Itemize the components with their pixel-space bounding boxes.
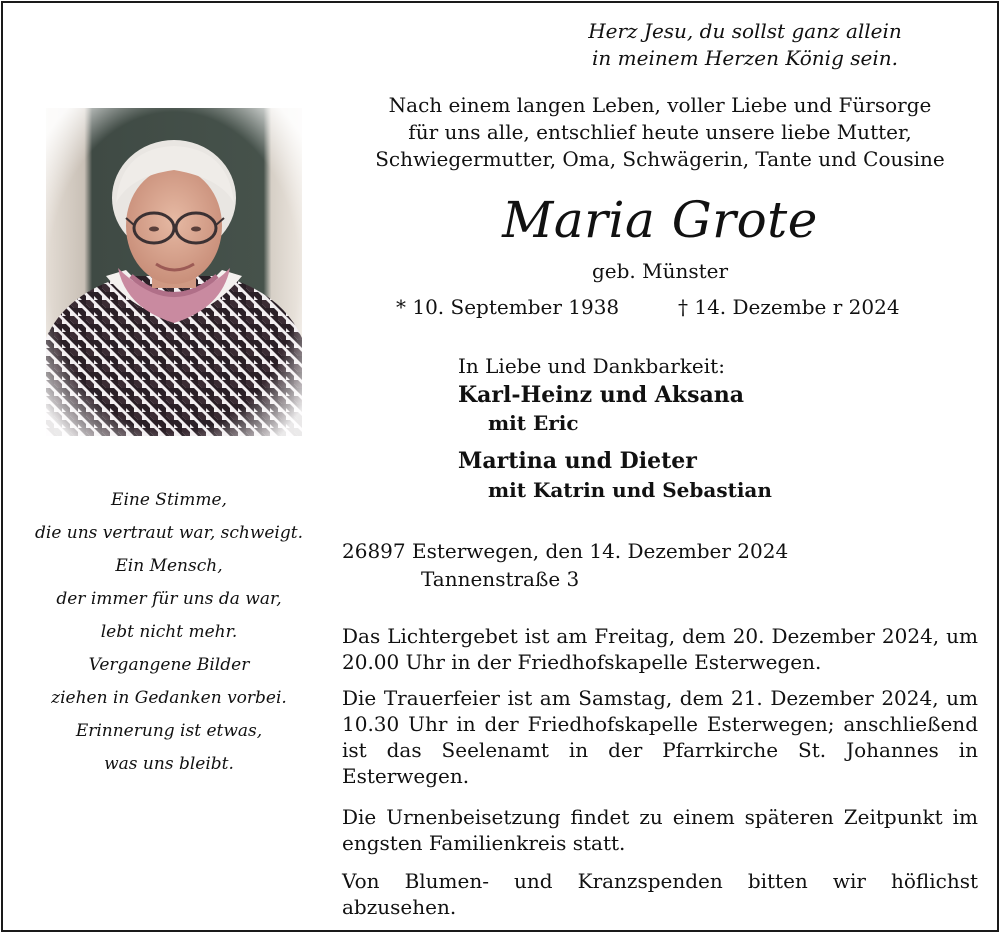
intro-line: Nach einem langen Leben, voller Liebe und Fürsorge — [388, 93, 932, 117]
poem-line: Ein Mensch, — [115, 556, 223, 576]
funeral-notice: Die Trauerfeier ist am Samstag, dem 21. Dezember 2024, um 10.30 Uhr in der Friedhofskapelle Esterwegen; anschließend ist das Seelenamt in der Pfarrkirche St. Johannes in Esterwegen. — [342, 686, 978, 788]
mourner-family: Martina und Dieter — [458, 448, 697, 474]
burial-notice: Die Urnenbeisetzung findet zu einem späteren Zeitpunkt im engsten Familienkreis statt. — [342, 805, 978, 855]
poem-line: Vergangene Bilder — [88, 655, 250, 675]
poem-line: die uns vertraut war, schweigt. — [35, 523, 303, 543]
poem-line: lebt nicht mehr. — [100, 622, 238, 642]
intro-line: für uns alle, entschlief heute unsere liebe Mutter, — [408, 120, 912, 144]
mourner-family-sub: mit Eric — [488, 411, 579, 435]
intro-line: Schwiegermutter, Oma, Schwägerin, Tante und Cousine — [375, 147, 945, 171]
motto-line: in meinem Herzen König sein. — [592, 46, 898, 70]
mourner-family: Karl-Heinz und Aksana — [458, 382, 744, 408]
intro-text — [330, 92, 990, 173]
motto-line: Herz Jesu, du sollst ganz allein — [588, 19, 902, 43]
maiden-name: geb. Münster — [591, 259, 729, 283]
address-line: 26897 Esterwegen, den 14. Dezember 2024 — [342, 539, 789, 563]
poem-line: der immer für uns da war, — [56, 589, 282, 609]
mourners-intro: In Liebe und Dankbarkeit: — [458, 354, 725, 378]
poem-line: ziehen in Gedanken vorbei. — [51, 688, 287, 708]
motto — [530, 18, 960, 72]
birth-date: * 10. September 1938 — [396, 295, 620, 319]
death-date: † 14. Dezembe r 2024 — [678, 295, 900, 319]
flowers-notice: Von Blumen- und Kranzspenden bitten wir höflichst abzusehen. — [342, 869, 978, 919]
portrait-photo — [46, 108, 302, 436]
poem-line: Eine Stimme, — [111, 490, 227, 510]
poem — [14, 484, 324, 781]
poem-line: was uns bleibt. — [104, 754, 234, 774]
poem-line: Erinnerung ist etwas, — [75, 721, 263, 741]
street-line: Tannenstraße 3 — [421, 567, 580, 591]
prayer-notice: Das Lichtergebet ist am Freitag, dem 20. Dezember 2024, um 20.00 Uhr in der Friedhofskapelle Esterwegen. — [342, 624, 978, 674]
mourner-family-sub: mit Katrin und Sebastian — [488, 478, 772, 502]
deceased-name: Maria Grote — [502, 191, 818, 249]
